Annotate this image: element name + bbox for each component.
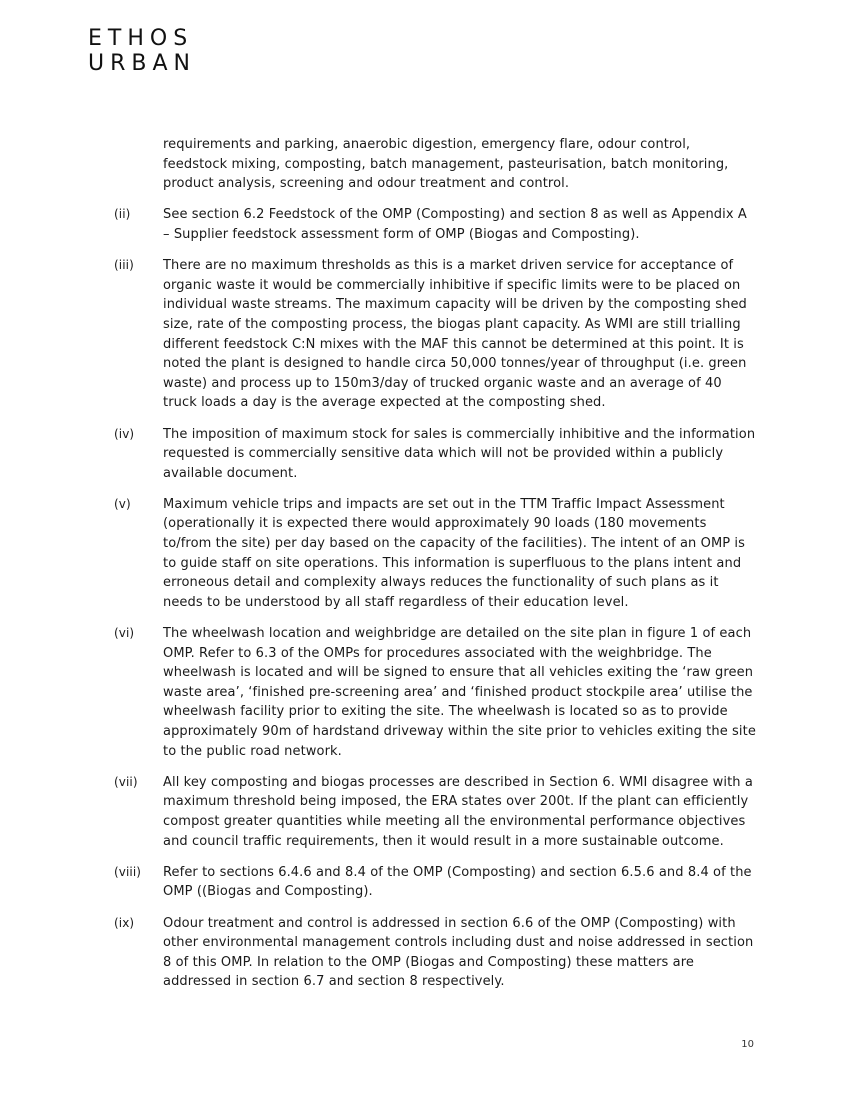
list-item-ii: [0, 205, 844, 244]
paragraph-text: Odour treatment and control is addressed in section 6.6 of the OMP (Composting) with other environmental management controls including dust and noise addressed in section 8 of this OMP. In relation to the OMP (Biogas and Composting) these matters are addressed in section 6.7 and section 8 respectively.: [163, 915, 754, 990]
paragraph-text: Refer to sections 6.4.6 and 8.4 of the OMP (Composting) and section 6.5.6 and 8.4 of the OMP ((Biogas and Composting).: [163, 864, 752, 900]
list-number: (vi): [114, 626, 135, 641]
list-number: (ii): [114, 207, 131, 222]
continuation-paragraph: [0, 135, 844, 194]
paragraph-text: The imposition of maximum stock for sales is commercially inhibitive and the information requested is commercially sensitive data which will not be provided within a publicly available document.: [163, 426, 756, 481]
list-item-ix: [0, 914, 844, 992]
logo-line-1: ETHOS: [88, 26, 194, 51]
list-item-vii: [0, 773, 844, 851]
list-number: (iv): [114, 426, 135, 441]
list-item-viii: [0, 863, 844, 902]
page-number: 10: [741, 1039, 754, 1050]
document-body: [0, 135, 844, 1004]
ethos-urban-logo: [88, 26, 196, 76]
list-number: (viii): [114, 864, 142, 879]
paragraph-text: requirements and parking, anaerobic digestion, emergency flare, odour control, feedstock mixing, composting, batch management, pasteurisation, batch monitoring, product analysis, screening and odour treatment and control.: [163, 137, 729, 192]
logo-line-2: URBAN: [88, 51, 196, 76]
list-number: (vii): [114, 774, 138, 789]
list-number: (v): [114, 496, 131, 511]
paragraph-text: Maximum vehicle trips and impacts are set out in the TTM Traffic Impact Assessment (operationally it is expected there would approximately 90 loads (180 movements to/from the site) per day based on the capacity of the facilities). The intent of an OMP is to guide staff on site operations. This information is superfluous to the plans intent and erroneous detail and complexity always reduces the functionality of such plans as it needs to be understood by all staff regardless of their education level.: [163, 496, 746, 610]
list-number: (ix): [114, 915, 135, 930]
paragraph-text: There are no maximum thresholds as this is a market driven service for acceptance of organic waste it would be commercially inhibitive if specific limits were to be placed on individual waste streams. The maximum capacity will be driven by the composting shed size, rate of the composting process, the biogas plant capacity. As WMI are still trialling different feedstock C:N mixes with the MAF this cannot be determined at this point. It is noted the plant is designed to handle circa 50,000 tonnes/year of throughput (i.e. green waste) and process up to 150m3/day of trucked organic waste and an average of 40 truck loads a day is the average expected at the composting shed.: [163, 258, 747, 411]
list-item-vi: [0, 624, 844, 761]
paragraph-text: All key composting and biogas processes are described in Section 6. WMI disagree with a maximum threshold being imposed, the ERA states over 200t. If the plant can efficiently compost greater quantities while meeting all the environmental performance objectives and council traffic requirements, then it would result in a more sustainable outcome.: [163, 774, 753, 849]
list-item-iv: [0, 425, 844, 484]
paragraph-text: See section 6.2 Feedstock of the OMP (Composting) and section 8 as well as Appendix A – Supplier feedstock assessment form of OMP (Biogas and Composting).: [163, 207, 747, 242]
list-number: (iii): [114, 258, 134, 273]
list-item-v: [0, 495, 844, 613]
paragraph-text: The wheelwash location and weighbridge are detailed on the site plan in figure 1 of each OMP. Refer to 6.3 of the OMPs for procedures associated with the weighbridge. The wheelwash is located and will be signed to ensure that all vehicles exiting the ‘raw green waste area’, ‘finished pre-screening area’ and ‘finished product stockpile area’ utilise the wheelwash facility prior to exiting the site. The wheelwash is located so as to provide approximately 90m of hardstand driveway within the site prior to vehicles exiting the site to the public road network.: [163, 626, 756, 759]
list-item-iii: [0, 256, 844, 413]
